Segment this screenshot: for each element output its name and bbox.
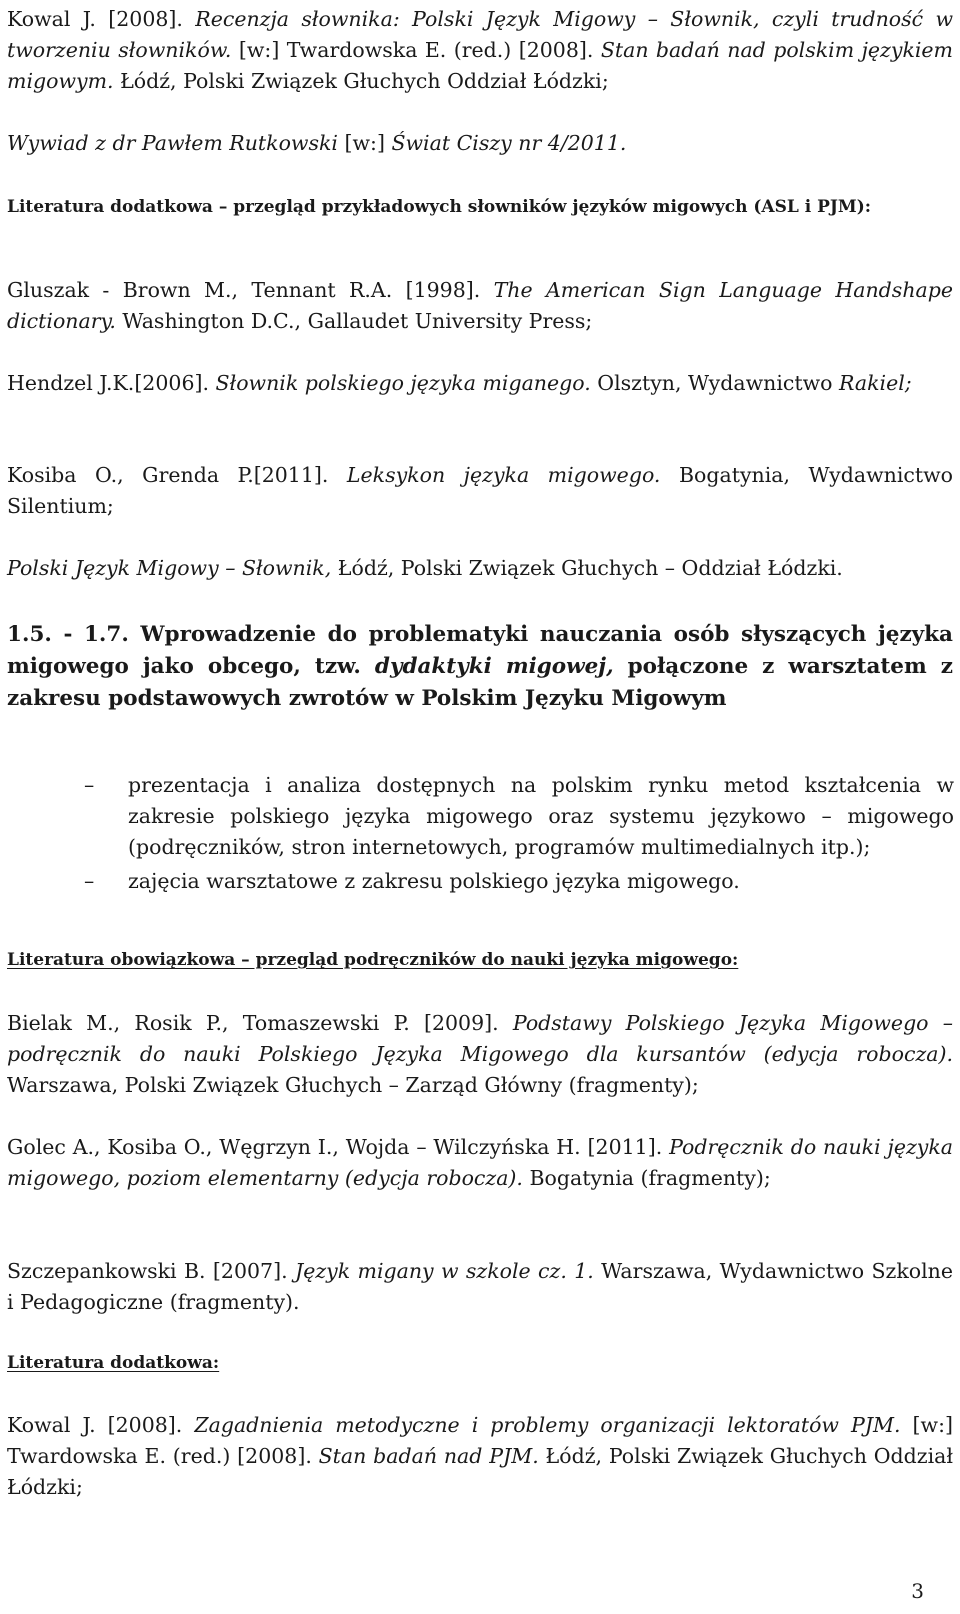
bullet-item: prezentacja i analiza dostępnych na polskim rynku metod kształcenia w zakresie polskiego języka migowego oraz systemu językowo – migowego (podręczników, stron internetowych, programów multimedialnych itp.); [128,773,954,859]
ref-author: Golec A., Kosiba O., Węgrzyn I., Wojda – Wilczyńska H. [2011]. [7,1135,670,1159]
reference-entry [7,1410,953,1503]
reference-entry [7,368,953,399]
ref-source: [w:] [337,131,392,155]
bullet-item: zajęcia warsztatowe z zakresu polskiego języka migowego. [128,869,740,893]
reference-entry [7,4,953,97]
reference-entry [7,128,953,159]
ref-publisher: Warszawa, Wydawnictwo Szkolne i Pedagogiczne (fragmenty). [7,1259,953,1314]
bullet-dash: – [84,773,95,797]
ref-author: Szczepankowski B. [2007]. [7,1259,295,1283]
ref-book-title: Stan badań nad PJM. [318,1444,539,1468]
ref-title: Podręcznik do nauki języka migowego, poziom elementarny (edycja robocza). [7,1135,953,1190]
bullet-dash: – [84,869,95,893]
reference-entry [7,553,953,584]
ref-publisher: Łódź, Polski Związek Głuchych – Oddział Łódzki. [331,556,843,580]
ref-author: Kowal J. [2008]. [7,1413,195,1437]
ref-publisher-name: Rakiel; [839,371,912,395]
ref-publisher: Bogatynia, Wydawnictwo Silentium; [7,463,953,518]
ref-book-title: Stan badań nad polskim językiem migowym. [7,38,953,93]
reference-entry [7,460,953,522]
ref-author: Kowal J. [2008]. [7,7,196,31]
section-heading-text: 1.5. - 1.7. Wprowadzenie do problematyki nauczania osób słyszących języka migowego jako obcego, tzw. [7,622,953,679]
ref-title: Leksykon języka migowego. [346,463,661,487]
ref-source: [w:] Twardowska E. (red.) [2008]. [231,38,601,62]
ref-title: Recenzja słownika: Polski Język Migowy – Słownik, czyli trudność w tworzeniu słowników. [7,7,954,62]
page-number: 3 [911,1579,924,1603]
ref-publisher: Bogatynia (fragmenty); [522,1166,771,1190]
reference-entry [7,275,953,337]
ref-source: [w:] Twardowska E. (red.) [2008]. [7,1413,953,1468]
section-heading [7,619,953,715]
ref-publisher: Łódź, Polski Związek Głuchych Oddział Łódzki; [113,69,609,93]
reference-entry [7,1132,953,1194]
ref-title: Podstawy Polskiego Języka Migowego – podręcznik do nauki Polskiego Języka Migowego dla kursantów (edycja robocza). [7,1011,953,1066]
heading-required-literature: Literatura obowiązkowa – przegląd podręczników do nauki języka migowego: [7,950,739,970]
ref-title: Słownik polskiego języka miganego. [215,371,591,395]
ref-title: The American Sign Language Handshape dictionary. [7,278,953,333]
ref-title: Polski Język Migowy – Słownik, [7,556,332,580]
ref-author: Kosiba O., Grenda P.[2011]. [7,463,347,487]
ref-journal: Świat Ciszy nr 4/2011. [391,131,627,155]
ref-author: Hendzel J.K.[2006]. [7,371,216,395]
section-heading-italic: dydaktyki migowej, [374,654,614,679]
heading-extra-dictionaries: Literatura dodatkowa – przegląd przykładowych słowników języków migowych (ASL i PJM): [7,197,872,217]
heading-additional-literature: Literatura dodatkowa: [7,1353,220,1373]
ref-title: Zagadnienia metodyczne i problemy organizacji lektoratów PJM. [194,1413,901,1437]
ref-publisher: Warszawa, Polski Związek Głuchych – Zarząd Główny (fragmenty); [7,1073,699,1097]
ref-publisher: Łódź, Polski Związek Głuchych Oddział Łódzki; [7,1444,953,1499]
ref-title: Język migany w szkole cz. 1. [294,1259,594,1283]
reference-entry [7,1256,953,1318]
ref-title: Wywiad z dr Pawłem Rutkowski [7,131,338,155]
reference-entry [7,1008,953,1101]
ref-publisher: Olsztyn, Wydawnictwo [590,371,839,395]
ref-publisher: Washington D.C., Gallaudet University Press; [115,309,593,333]
ref-author: Bielak M., Rosik P., Tomaszewski P. [2009]. [7,1011,513,1035]
section-heading-rest: połączone z warsztatem z zakresu podstawowych zwrotów w Polskim Języku Migowym [7,654,953,711]
ref-author: Gluszak - Brown M., Tennant R.A. [1998]. [7,278,494,302]
